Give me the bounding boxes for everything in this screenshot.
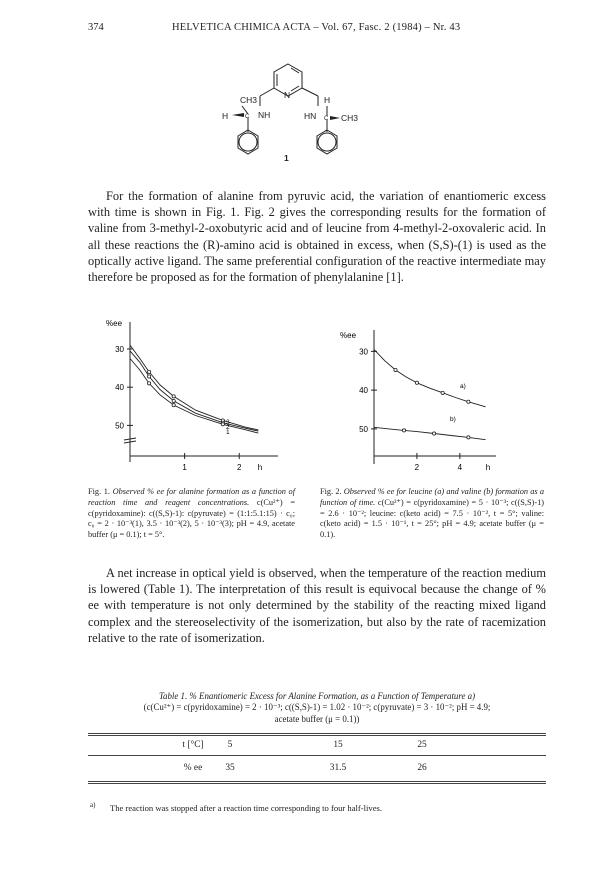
journal-title: HELVETICA CHIMICA ACTA – Vol. 67, Fasc. 2 (1984) – Nr. 43 xyxy=(172,22,461,33)
fig2-ylabel: %ee xyxy=(340,331,357,340)
fig1-data-point xyxy=(148,382,151,385)
fig1-series-line-2 xyxy=(130,351,258,431)
body-paragraph-1: For the formation of alanine from pyruvic acid, the variation of enantiomeric excess with time is shown in Fig. 1. Fig. 2 gives the corresponding results for the formation of valine from 3-methyl-2-oxobutyric acid and of leucine from 4-methyl-2-oxovaleric acid. In all these reactions the (R)-amino acid is obtained in excess, when (S,S)-(1) is used as the optically active ligand. The same preferential configuration of the reactive intermediate may therefore be proposed as for the formation of phenylalanine [1]. xyxy=(88,189,546,285)
compound-number: 1 xyxy=(284,153,289,163)
body-paragraph-2: A net increase in optical yield is observed, when the temperature of the reaction medium is lowered (Table 1). The interpretation of this result is equivocal because the change of % ee with temperature is not only determined by the stability of the reacting mixed ligand complex and the stereoselectivity of the isomerization, but also by the rate of racemization relative to the rate of isomerization. xyxy=(88,566,546,645)
fig1-ytick-label: 40 xyxy=(115,383,124,393)
fig2-data-point xyxy=(415,381,418,384)
fig1-ytick-label: 50 xyxy=(115,421,124,431)
table-bottom-rule xyxy=(88,781,546,782)
fig1-data-point xyxy=(172,399,175,402)
table-row-header-temp: t [°C] xyxy=(182,740,204,750)
chemical-structure-1 xyxy=(200,58,370,168)
table-row-header-ee: % ee xyxy=(183,763,203,773)
table-temp-1: 5 xyxy=(227,740,233,750)
table-ee-2: 31.5 xyxy=(329,763,347,773)
ch3-left-label: CH3 xyxy=(240,95,258,105)
fig1-series-line-1 xyxy=(130,345,258,430)
figure-1-caption xyxy=(88,487,295,541)
table-bottom-rule-2 xyxy=(88,783,546,784)
table-caption-line-3: acetate buffer (μ = 0.1)) xyxy=(274,713,360,724)
fig2-caption-italic: Observed % ee for leucine (a) and valine (b) formation as a function of time. xyxy=(320,487,544,507)
fig1-xtick-label: 1 xyxy=(182,463,187,472)
figure-1-chart xyxy=(100,312,295,480)
table-top-rule xyxy=(88,733,546,734)
c-right-label: C xyxy=(324,116,329,122)
fig2-xtick-label: 2 xyxy=(414,463,420,472)
fig2-data-point xyxy=(467,400,470,403)
fig2-data-point xyxy=(467,436,470,439)
fig1-data-point xyxy=(172,395,175,398)
fig1-curve-label: 2 xyxy=(226,424,230,431)
fig1-data-point xyxy=(221,423,224,426)
fig2-ytick-label: 50 xyxy=(359,424,368,434)
table-top-rule-2 xyxy=(88,735,546,736)
footnote-text: The reaction was stopped after a reaction time corresponding to four half-lives. xyxy=(110,803,383,813)
fig2-data-point xyxy=(394,368,397,371)
fig2-caption-lead: Fig. 2. xyxy=(320,487,342,496)
table-caption-line-2: (c(Cu²⁺) = c(pyridoxamine) = 2 · 10⁻³; c((S,S)-1) = 1.02 · 10⁻²; c(pyruvate) = 3 · 10⁻²; pH = 4.9; xyxy=(143,702,491,713)
fig1-caption-lead: Fig. 1. xyxy=(88,487,111,496)
fig1-data-point xyxy=(148,370,151,373)
fig2-xtick-label: 4 xyxy=(457,463,463,472)
fig2-data-point xyxy=(441,391,444,394)
fig1-curve-label: 1 xyxy=(226,429,230,436)
figure-2-caption xyxy=(320,487,544,541)
figure-2-chart xyxy=(338,312,538,480)
fig2-curve-label: a) xyxy=(460,383,466,390)
fig1-ytick-label: 30 xyxy=(115,344,124,354)
c-left-label: C xyxy=(245,114,250,120)
hn-right-label: HN xyxy=(304,111,317,121)
table-1-caption xyxy=(88,691,546,725)
table-ee-1: 35 xyxy=(225,763,235,773)
fig1-caption-italic: Observed % ee for alanine formation as a function of reaction time and reagent concentrations. xyxy=(88,487,295,507)
table-caption-line-1: Table 1. % Enantiomeric Excess for Alanine Formation, as a Function of Temperature a) xyxy=(158,691,476,701)
fig2-ytick-label: 30 xyxy=(359,347,368,357)
fig2-series-line-1 xyxy=(374,349,486,406)
fig2-curve-label: b) xyxy=(450,416,456,423)
fig2-ytick-label: 40 xyxy=(359,386,368,396)
fig1-curve-label: 3 xyxy=(226,419,230,426)
table-temp-3: 25 xyxy=(417,740,427,750)
fig2-caption-rest: c(Cu²⁺) = c(pyridoxamine) = 5 · 10⁻³; c((S,S)-1) = 2.6 · 10⁻²; leucine: c(keto acid) = 7.5 · 10⁻², t = 5°; valine: c(keto acid) = 1.5 · 10⁻¹, t = 25°; pH = 4.9; acetate buffer (μ = 0.1). xyxy=(320,497,544,540)
page-number: 374 xyxy=(88,22,104,33)
fig1-data-point xyxy=(148,375,151,378)
fig1-ylabel: %ee xyxy=(106,319,123,328)
table-mid-rule xyxy=(88,755,546,756)
fig1-caption-rest: c(Cu²⁺) = c(pyridoxamine): c((S,S)-1): c(pyruvate) = (1:1:5.1:15) · c₀; c₀ = 2 · 10⁻³(1), 3.5 · 10⁻³(2), 5 · 10⁻³(3); pH = 4.9, acetate buffer (μ = 0.1); t = 5°. xyxy=(88,497,296,540)
fig2-data-point xyxy=(402,429,405,432)
h-left-label: H xyxy=(222,111,229,121)
nh-left-label: NH xyxy=(258,110,271,120)
fig2-data-point xyxy=(432,432,435,435)
ring-n-label: N xyxy=(284,90,291,100)
h-right-label: H xyxy=(324,95,331,105)
fig1-data-point xyxy=(172,404,175,407)
table-ee-3: 26 xyxy=(417,763,427,773)
fig1-xtick-label: 2 xyxy=(237,463,242,472)
table-temp-2: 15 xyxy=(333,740,343,750)
footnote-mark: a) xyxy=(90,801,96,809)
ch3-right-label: CH3 xyxy=(341,113,359,123)
fig1-xaxis-unit: h xyxy=(257,463,263,472)
fig2-xaxis-unit: h xyxy=(485,463,491,472)
fig1-series-line-3 xyxy=(130,359,258,434)
